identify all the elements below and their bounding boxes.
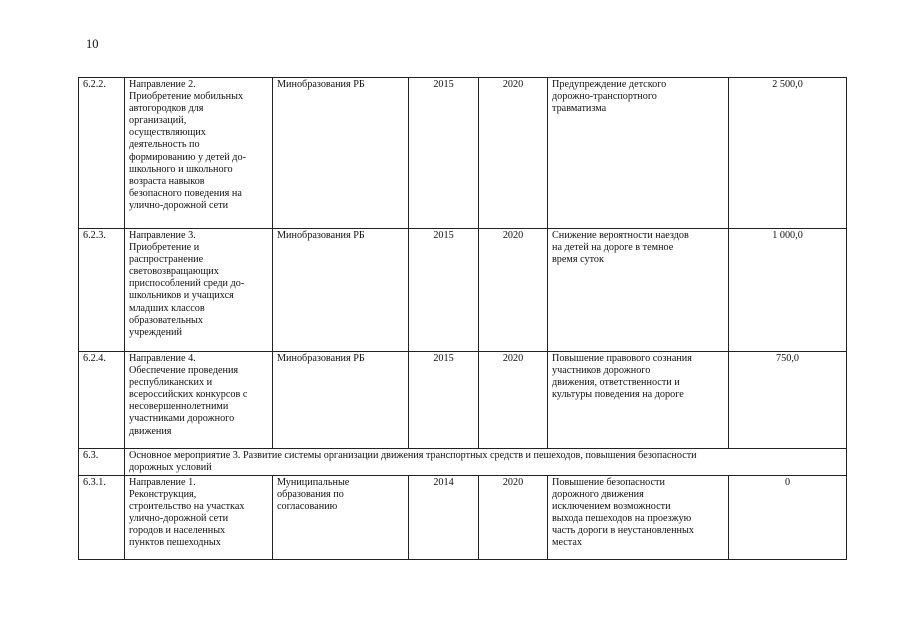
table-row [79,78,847,229]
executor: Минобразования РБ [273,78,409,229]
measure-name: Направление 1. Реконструкция, строительство на участках улично-дорожной сети городов и населенных пунктов пешеходных [125,476,273,560]
table-row [79,476,847,560]
executor: Муниципальные образования по согласованию [273,476,409,560]
funding-amount: 750,0 [729,352,847,449]
section-row [79,449,847,476]
section-title: Основное мероприятие 3. Развитие системы организации движения транспортных средств и пешеходов, повышения безопасности дорожных условий [125,449,847,476]
row-number: 6.2.2. [79,78,125,229]
start-year: 2014 [409,476,479,560]
measures-table [78,77,847,560]
start-year: 2015 [409,229,479,352]
measure-name: Направление 3. Приобретение и распространение световозвращающих приспособлений среди до- школьников и учащихся младших классов образовательных учреждений [125,229,273,352]
expected-result: Повышение безопасности дорожного движения исключением возможности выхода пешеходов на проезжую часть дороги в неустановленных местах [548,476,729,560]
funding-amount: 1 000,0 [729,229,847,352]
row-number: 6.2.3. [79,229,125,352]
row-number: 6.3.1. [79,476,125,560]
funding-amount: 0 [729,476,847,560]
table-row [79,229,847,352]
end-year: 2020 [479,78,548,229]
measure-name: Направление 2. Приобретение мобильных автогородков для организаций, осуществляющих деятельность по формированию у детей до- школьного и школьного возраста навыков безопасного поведения на улично-дорожной сети [125,78,273,229]
row-number: 6.2.4. [79,352,125,449]
expected-result: Предупреждение детского дорожно-транспортного травматизма [548,78,729,229]
end-year: 2020 [479,229,548,352]
expected-result: Повышение правового сознания участников дорожного движения, ответственности и культуры поведения на дороге [548,352,729,449]
table-row [79,352,847,449]
end-year: 2020 [479,476,548,560]
start-year: 2015 [409,78,479,229]
end-year: 2020 [479,352,548,449]
funding-amount: 2 500,0 [729,78,847,229]
expected-result: Снижение вероятности наездов на детей на дороге в темное время суток [548,229,729,352]
measure-name: Направление 4. Обеспечение проведения республиканских и всероссийских конкурсов с несовершеннолетними участниками дорожного движения [125,352,273,449]
start-year: 2015 [409,352,479,449]
executor: Минобразования РБ [273,352,409,449]
executor: Минобразования РБ [273,229,409,352]
section-number: 6.3. [79,449,125,476]
page-number: 10 [86,37,99,51]
